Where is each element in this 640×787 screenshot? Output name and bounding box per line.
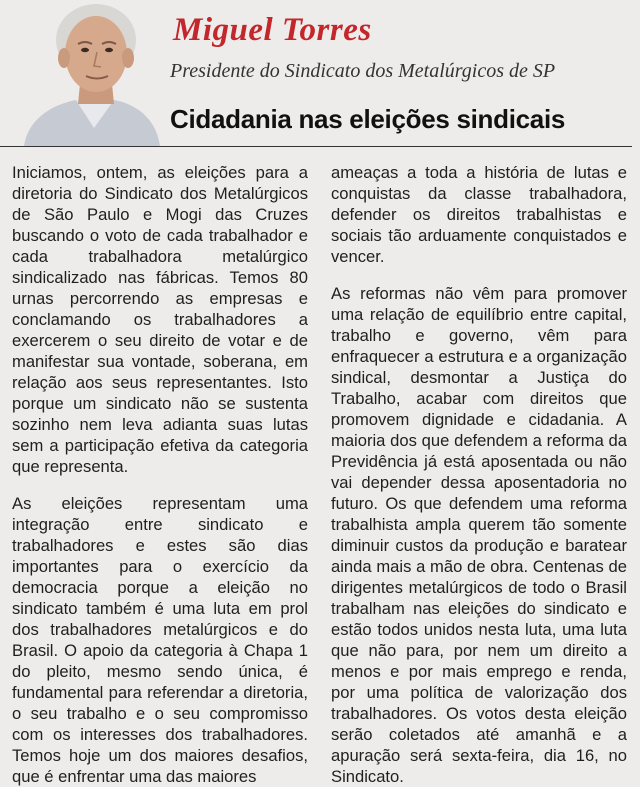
author-role: Presidente do Sindicato dos Metalúrgicos de SP: [170, 60, 556, 82]
article-paragraph: As eleições representam uma integração entre sindicato e trabalhadores e estes são dias importantes para o exercício da democracia porque a eleição no sindicato também é uma luta em prol dos trabalhadores metalúrgicos e do Brasil. O apoio da categoria à Chapa 1 do pleito, mesmo sendo única, é fundamental para referendar a diretoria, o seu trabalho e o seu compromisso com os interesses dos trabalhadores. Temos hoje um dos maiores desafios, que é enfrentar uma das maiores: [12, 494, 308, 786]
article-column-left: [12, 162, 308, 787]
header-divider: [0, 146, 632, 147]
column-header: [0, 0, 640, 150]
author-portrait-image: [14, 0, 164, 146]
article-paragraph: As reformas não vêm para promover uma relação de equilíbrio entre capital, trabalho e governo, vêm para enfraquecer a estrutura e a organização sindical, desmontar a Justiça do Trabalho, acabar com direitos que promovem dignidade e cidadania. A maioria dos que defendem a reforma da Previdência já está aposentada ou não vai depender dessa aposentadoria no futuro. Os que defendem uma reforma trabalhista ampla querem tão somente diminuir custos da produção e baratear ainda mais a mão de obra. Centenas de dirigentes metalúrgicos de todo o Brasil trabalham nas eleições do sindicato e estão todos unidos nesta luta, uma luta que não para, por nem um direito a menos e por mais emprego e renda, por uma política de valorização dos trabalhadores. Os votos desta eleição serão coletados até amanhã e a apuração será sexta-feira, dia 16, no Sindicato.: [331, 284, 627, 786]
article-paragraph: Iniciamos, ontem, as eleições para a diretoria do Sindicato dos Metalúrgicos de São Paulo e Mogi das Cruzes buscando o voto de cada trabalhador e cada trabalhadora metalúrgico sindicalizado nas fábricas. Temos 80 urnas percorrendo as empresas e conclamando os trabalhadores a exercerem o seu direito de votar e de manifestar sua vontade, soberana, em relação aos seus representantes. Isto porque um sindicato não se sustenta sozinho nem leva adianta suas lutas sem a participação efetiva da categoria que representa.: [12, 163, 308, 476]
article-paragraph: ameaças a toda a história de lutas e conquistas da classe trabalhadora, defender os direitos trabalhistas e sociais tão arduamente conquistados e vencer.: [331, 163, 627, 266]
author-photo: [14, 0, 164, 146]
article-column-right: [331, 162, 627, 787]
article-headline: Cidadania nas eleições sindicais: [170, 104, 566, 134]
author-name: Miguel Torres: [173, 12, 372, 48]
